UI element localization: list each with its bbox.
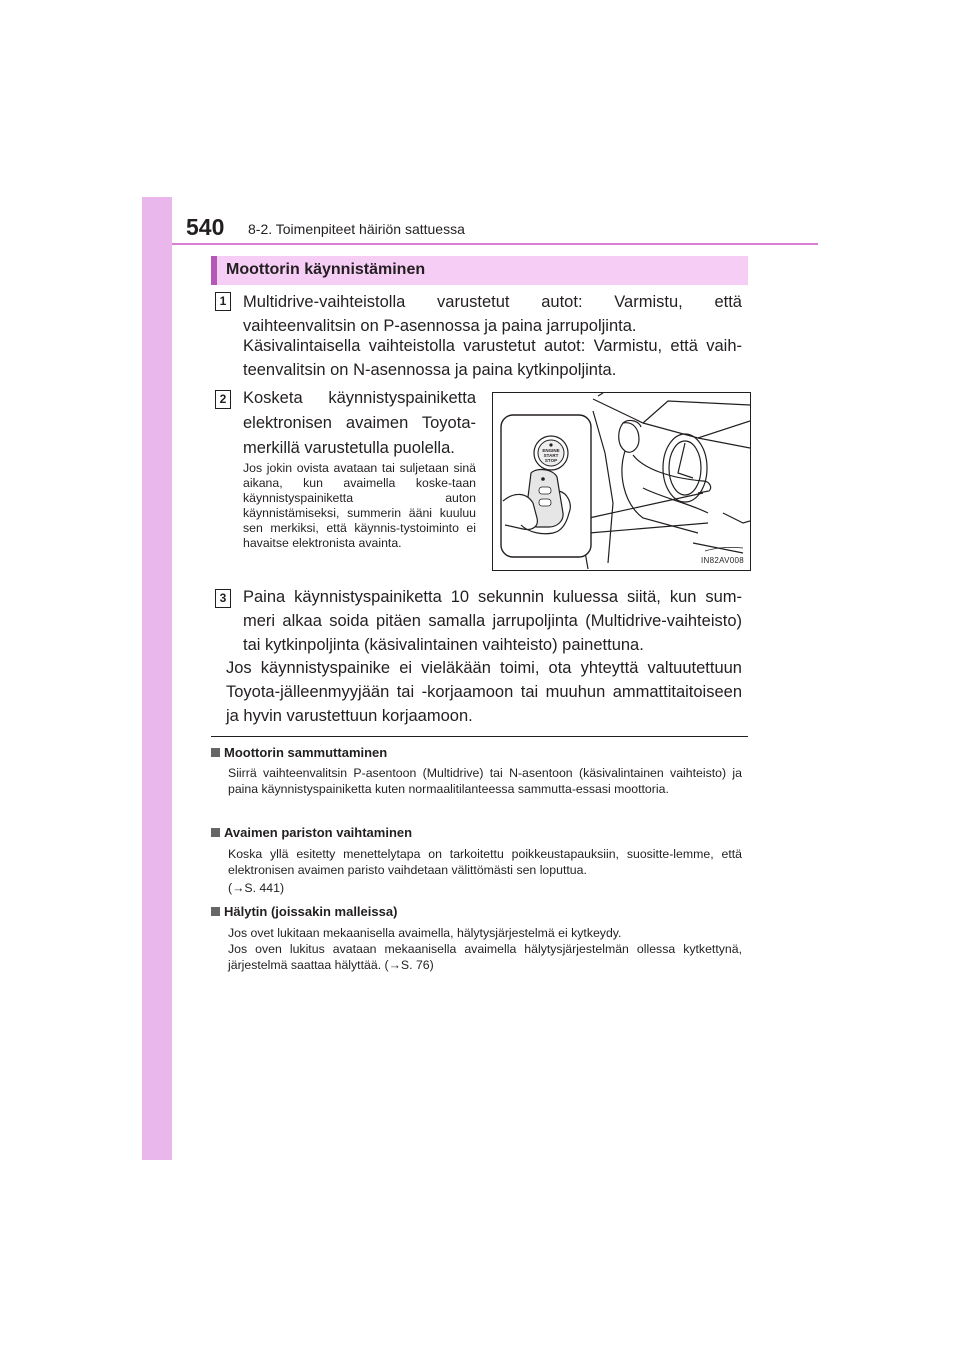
figure-illustration xyxy=(493,393,750,570)
note-title: Hälytin (joissakin malleissa) xyxy=(224,904,398,919)
step-2-note: Jos jokin ovista avataan tai suljetaan sinä aikana, kun avaimella koske-taan käynnistyspainiketta auton käynnistämiseksi, summerin ääni kuuluu sen merkiksi, että käynnis-tystoiminto ei havaitse elektronista avainta. xyxy=(243,461,476,550)
note-title: Avaimen pariston vaihtaminen xyxy=(224,825,413,840)
step-2-text: Kosketa käynnistyspainiketta elektronisen avaimen Toyota-merkillä varustetulla puolella. xyxy=(243,389,476,457)
note-body-alarm-b: Jos oven lukitus avataan mekaanisella avaimella hälytysjärjestelmän ollessa kytkettynä, järjestelmä saattaa hälyttää. (→S. 76) xyxy=(228,942,742,972)
figure-smart-key-push-button xyxy=(492,392,751,571)
button-label-engine: ENGINE xyxy=(542,448,560,453)
note-body-engine-stop: Siirrä vaihteenvalitsin P-asentoon (Multidrive) tai N-asentoon (käsivalintainen vaihteisto) ja paina käynnistyspainiketta kuten normaalitilanteessa sammutta-essasi moottoria. xyxy=(228,766,742,796)
section-divider xyxy=(211,736,748,737)
section-title: Moottorin käynnistäminen xyxy=(226,261,426,278)
header-rule xyxy=(172,243,818,245)
button-label-stop: STOP xyxy=(544,458,558,463)
step-number-3: 3 xyxy=(215,589,231,608)
chapter-title: 8-2. Toimenpiteet häiriön sattuessa xyxy=(248,221,465,237)
note-heading-battery xyxy=(211,825,412,840)
note-heading-engine-stop xyxy=(211,745,387,760)
closing-paragraph: Jos käynnistyspainike ei vieläkään toimi, ota yhteyttä valtuutettuun Toyota-jälleenmyyjään tai -korjaamoon tai muuhun ammattitaitoiseen ja hyvin varustettuun korjaamoon. xyxy=(226,659,742,725)
figure-code: IN82AV008 xyxy=(700,556,744,565)
square-bullet-icon xyxy=(211,907,220,916)
step-number-2: 2 xyxy=(215,390,231,409)
step-number-1: 1 xyxy=(215,292,231,311)
step-3-text: Paina käynnistyspainiketta 10 sekunnin kuluessa siitä, kun sum-meri alkaa soida pitäen samalla jarrupoljinta (Multidrive-vaihteisto) tai kytkinpoljinta (käsivalintainen vaihteisto) painettuna. xyxy=(243,588,742,654)
note-body-battery: Koska yllä esitetty menettelytapa on tarkoitettu poikkeustapauksiin, suositte-lemme, että elektronisen avaimen paristo vaihdetaan välittömästi sen loputtua. xyxy=(228,847,742,877)
note-heading-alarm xyxy=(211,904,397,919)
page-number: 540 xyxy=(186,214,225,240)
note-title: Moottorin sammuttaminen xyxy=(224,745,388,760)
side-tab-bar xyxy=(142,197,172,1160)
section-heading-accent xyxy=(211,256,217,285)
step-1-text-b: Käsivalintaisella vaihteistolla varustetut autot: Varmistu, että vaih-teenvalitsin on N-asennossa ja paina kytkinpoljinta. xyxy=(243,337,742,379)
step-1-text-a: Multidrive-vaihteistolla varustetut autot: Varmistu, että vaihteenvalitsin on P-asennossa ja paina jarrupoljinta. xyxy=(243,293,742,335)
square-bullet-icon xyxy=(211,748,220,757)
section-heading-bar xyxy=(211,256,748,285)
note-body-alarm-a: Jos ovet lukitaan mekaanisella avaimella, hälytysjärjestelmä ei kytkeydy. xyxy=(228,926,622,940)
button-label-start: START xyxy=(543,453,559,458)
note-ref-battery: (→S. 441) xyxy=(228,881,285,895)
square-bullet-icon xyxy=(211,828,220,837)
